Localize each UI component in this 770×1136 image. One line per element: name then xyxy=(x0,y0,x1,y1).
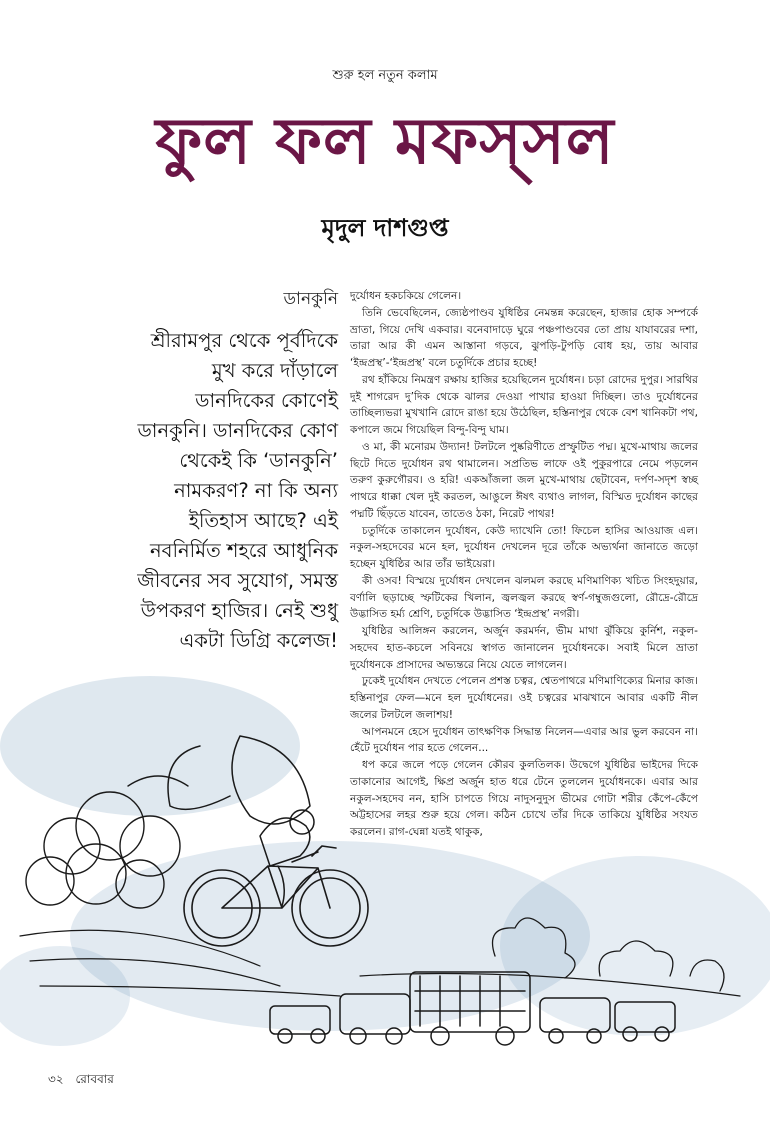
page-title: ফুল ফল মফস্‌সল xyxy=(155,104,615,179)
body-paragraph: যুধিষ্ঠির আলিঙ্গন করলেন, অর্জুন করমর্দন, ভীম মাথা ঝুঁকিয়ে কুর্নিশ, নকুল-সহদেব হাত-কচলে সবিনয়ে স্বাগত জানালেন দুর্যোধনকে। সবাই মিলে ভ্রাতা দুর্যোধনকে প্রাসাদের অভ্যন্তরে নিয়ে যেতে লাগলেন। xyxy=(350,625,698,671)
body-paragraph: চতুর্দিকে তাকালেন দুর্যোধন, কেউ দ্যাখেনি তো! ফিচেল হাসির আওয়াজ এল। নকুল-সহদেবের মনে হল, দুর্যোধন দেখলেন দূরে তাঁকে অভ্যর্থনা জানাতে জড়ো হচ্ছেন যুধিষ্ঠির আর তাঁর ভাইয়েরা। xyxy=(350,524,698,570)
body-paragraph: কী ওসব! বিস্ময়ে দুর্যোধন দেখলেন ঝলমল করছে মণিমাণিক্য খচিত সিংহদুয়ার, বর্ণালি ছড়াচ্ছে স্ফটিকের খিলান, জ্বলজ্বল করছে স্বর্ণ-গম্বুজগুলো, রৌদ্রে-রৌদ্রে উদ্ভাসিত হর্ম্য শ্রেণি, চতুর্দিকে উদ্ভাসিত ‘ইন্দ্রপ্রস্থ’ নগরী। xyxy=(350,574,698,621)
body-paragraph: ধপ করে জলে পড়ে গেলেন কৌরব কুলতিলক। উদ্বেগে যুধিষ্ঠির ভাইদের দিকে তাকানোর আগেই, ক্ষিপ্র অর্জুন হাত ধরে টেনে তুললেন দুর্যোধনকে। এবার আর নকুল-সহদেব নন, হাসি চাপতে গিয়ে নাদুসনুদুস ভীমের গোটা শরীর কেঁপে-কেঁপে অট্টহাসের লহর শুরু হয়ে গেল। কঠিন চোখে তাঁর দিকে তাকিয়ে যুধিষ্ঠির সংযত করলেন। রাগ-ঘেন্না যতই থাকুক, xyxy=(350,759,698,838)
pull-quote: শ্রীরামপুর থেকে পূর্বদিকে মুখ করে দাঁড়ালে ডানদিকের কোণেই ডানকুনি। ডানদিকের কোণ থেকেই কি ‘ডানকুনি’ নামকরণ? না কি অন্য ইতিহাস আছে? এই নবনির্মিত শহরে আধুনিক জীবনের সব সুযোগ, সমস্ত উপকরণ হাজির। নেই শুধু একটা ডিগ্রি কলেজ! xyxy=(137,329,338,652)
body-paragraph: দুর্যোধন হকচকিয়ে গেলেন। xyxy=(350,290,462,302)
body-paragraph: তিনি ভেবেছিলেন, জ্যেষ্ঠপাণ্ডব যুধিষ্ঠির নেমন্তন্ন করেছেন, হাজার হোক সম্পর্কে ভ্রাতা, গিয়ে দেখি একবার। বনেবাদাড়ে ঘুরে পঞ্চপাণ্ডবের তো প্রায় যাযাবরের দশা, তারা আর কী এমন আস্তানা গড়বে, ঝুপড়ি-টুপড়ি বোধ হয়, তায় আবার ‘ইন্দ্রপ্রস্থ’-‘ইন্দ্রপ্রস্থ’ বলে চতুর্দিকে প্রচার হচ্ছে! xyxy=(350,306,698,369)
section-heading: ডানকুনি xyxy=(283,289,338,309)
page-folio xyxy=(48,1071,122,1091)
body-paragraph: আপনমনে হেসে দুর্যোধন তাৎক্ষণিক সিদ্ধান্ত নিলেন—এবার আর ভুল করবেন না। হেঁটে দুর্যোধন পার হতে গেলেন... xyxy=(350,725,698,755)
author-byline: মৃদুল দাশগুপ্ত xyxy=(321,214,449,242)
body-paragraph: ঢুকেই দুর্যোধন দেখতে পেলেন প্রশস্ত চত্বর, শ্বেতপাথরে মণিমাণিক্যের মিনার কাজ। হস্তিনাপুর ফেল—মনে হল দুর্যোধনের। ওই চত্বরের মাঝখানে আবার একটি নীল জলের টলটলে জলাশয়! xyxy=(350,675,698,721)
body-paragraph: ও মা, কী মনোরম উদ্যান! টলটলে পুষ্করিণীতে প্রস্ফুটিত পদ্ম। মুখে-মাথায় জলের ছিটে দিতে দুর্যোধন রথ থামালেন। সপ্রতিভ লাফে ওই পুকুরপারে নেমে পড়লেন তরুণ কুরুগৌরব। ও হরি! একআঁজলা জল মুখে-মাথায় ছেটাবেন, দর্পণ-সদৃশ স্বচ্ছ পাথরে ধাক্কা খেল দুই করতল, আঙুলে ঈষৎ ব্যথাও লাগল, বিস্মিত দুর্যোধন কাছের পদ্মটি ছিঁড়তে যাবেন, তাতেও ঠকা, নিরেট পাথর! xyxy=(350,440,698,520)
page-number: ৩২ xyxy=(48,1072,64,1086)
column-kicker: শুরু হল নতুন কলাম xyxy=(332,68,438,83)
magazine-name: রোববার xyxy=(75,1072,114,1086)
blue-wash xyxy=(0,676,770,1046)
body-paragraph: রথ হাঁকিয়ে নিমন্ত্রণ রক্ষায় হাজির হয়েছিলেন দুর্যোধন। চড়া রোদের দুপুর। সারথির দুই শাগরেদ দু’দিক থেকে ঝালর দেওয়া পাখার হাওয়া দিচ্ছিল। তাও দুর্যোধনের তাচ্ছিল্যভরা মুখখানি রোদে রাঙা হয়ে উঠেছিল, হস্তিনাপুর থেকে বেশ খানিকটা পথ, কপালে জমে গিয়েছিল বিন্দু-বিন্দু ঘাম। xyxy=(350,373,698,436)
cyclist-illustration xyxy=(0,676,770,1066)
sidebar xyxy=(130,286,338,656)
